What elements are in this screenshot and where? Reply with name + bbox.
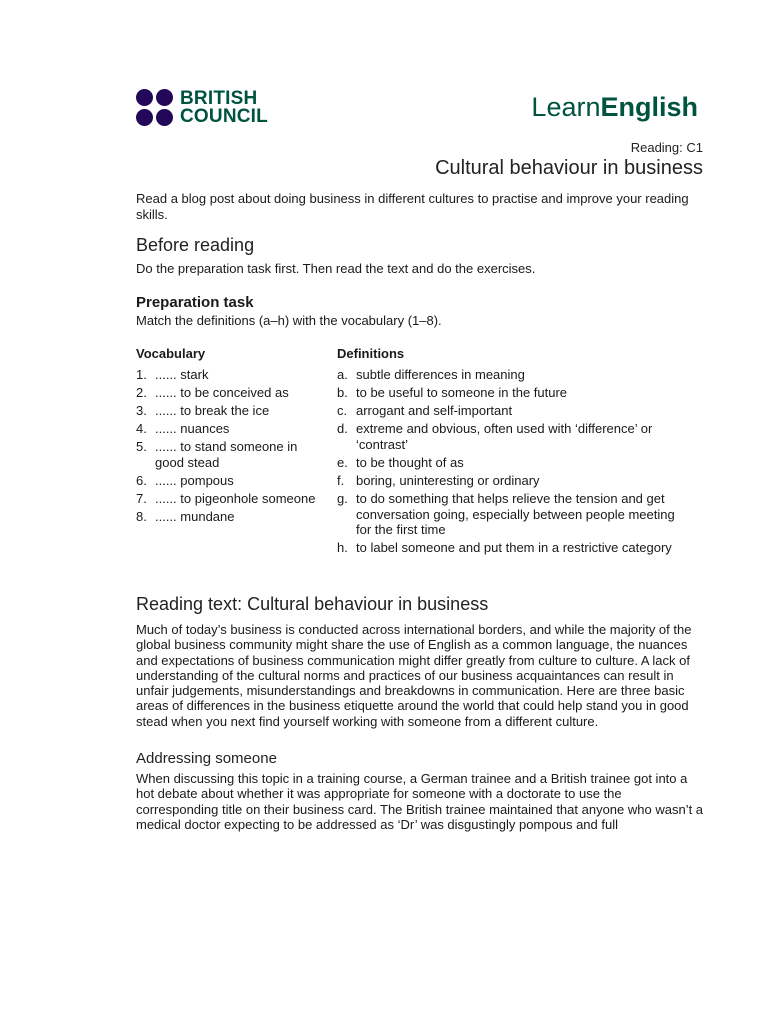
list-item: f. boring, uninteresting or ordinary xyxy=(337,472,540,488)
reading-text-heading: Reading text: Cultural behaviour in business xyxy=(136,594,489,614)
learnenglish-logo: LearnEnglish xyxy=(531,92,698,122)
list-item: 8. ...... mundane xyxy=(136,509,235,525)
vocabulary-list xyxy=(136,367,316,527)
british-council-wordmark: BRITISH COUNCIL xyxy=(180,87,268,127)
definitions-header: Definitions xyxy=(337,346,405,361)
list-item: d. extreme and obvious, often used with ‘difference’ or ‘contrast’ xyxy=(337,421,653,452)
list-item: b. to be useful to someone in the future xyxy=(337,385,568,401)
list-item: e. to be thought of as xyxy=(337,454,464,470)
british-council-dots-icon xyxy=(136,89,173,126)
addressing-someone-heading: Addressing someone xyxy=(136,750,277,767)
preparation-task-heading: Preparation task xyxy=(136,294,254,311)
list-item: 4. ...... nuances xyxy=(136,421,230,437)
vocabulary-header: Vocabulary xyxy=(136,346,206,361)
list-item: 1. ...... stark xyxy=(136,367,209,382)
intro-text: Read a blog post about doing business in different cultures to practise and improve your reading skills. xyxy=(136,191,689,222)
list-item: 6. ...... pompous xyxy=(136,472,234,488)
preparation-instruction: Match the definitions (a–h) with the vocabulary (1–8). xyxy=(136,313,442,328)
list-item: 3. ...... to break the ice xyxy=(136,403,270,419)
list-item: 5. ...... to stand someone in good stead xyxy=(136,439,298,470)
before-reading-heading: Before reading xyxy=(136,235,255,255)
list-item: 2. ...... to be conceived as xyxy=(136,385,289,401)
reading-paragraph: Much of today’s business is conducted across international borders, and while the majority of the global business community might share the use of English as a common language, the nuances and expectations of business communication might differ greatly from culture to culture. A lack of understanding of the cultural norms and practices of our business acquaintances can result in unfair judgements, misunderstandings and breakdowns in communication. Here are three basic areas of differences in the business etiquette around the world that could help stand you in good stead when you next find yourself working with someone from a different culture. xyxy=(136,622,692,729)
reading-paragraph-2: When discussing this topic in a training course, a German trainee and a British trainee got into a hot debate about whether it was appropriate for someone with a doctorate to use the corresponding title on their business card. The British trainee maintained that anyone who wasn’t a medical doctor expecting to be addressed as ‘Dr’ was disgustingly pompous and full xyxy=(136,771,704,832)
before-reading-instruction: Do the preparation task first. Then read the text and do the exercises. xyxy=(136,261,536,276)
level-label: Reading: C1 xyxy=(630,140,703,155)
list-item: a. subtle differences in meaning xyxy=(337,367,525,382)
page-title: Cultural behaviour in business xyxy=(435,157,703,179)
list-item: 7. ...... to pigeonhole someone xyxy=(136,491,316,507)
british-council-logo xyxy=(136,89,268,126)
list-item: c. arrogant and self-important xyxy=(337,403,513,419)
list-item: g. to do something that helps relieve the tension and get conversation going, especially between people meeting for the first time xyxy=(337,491,675,538)
list-item: h. to label someone and put them in a restrictive category xyxy=(337,540,672,556)
definitions-list xyxy=(337,367,677,558)
